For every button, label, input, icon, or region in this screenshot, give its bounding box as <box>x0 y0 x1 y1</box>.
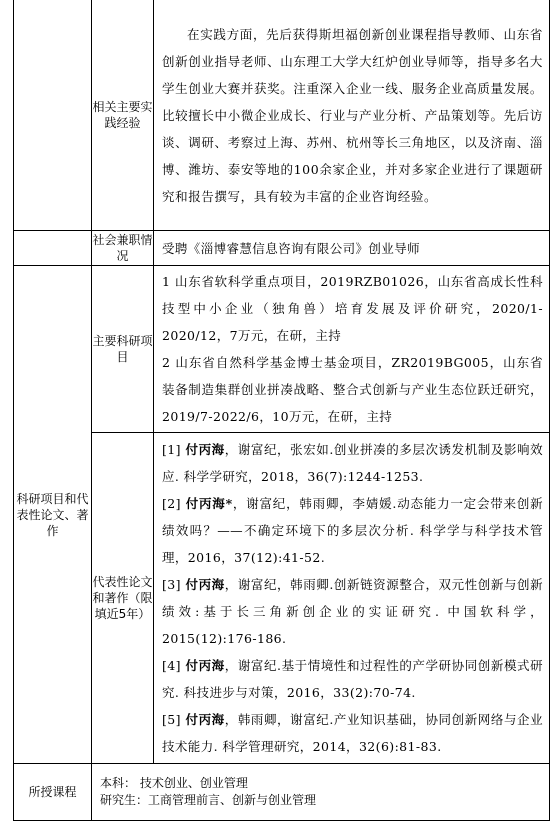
courses-label: 所授课程 <box>14 764 92 821</box>
papers-label: 代表性论文和著作（限填近5年） <box>92 433 154 764</box>
paper-item: [3] 付丙海，谢富纪，韩雨卿.创新链资源整合，双元性创新与创新绩效:基于长三角新创企业的实证研究. 中国软科学，2015(12):176-186. <box>162 577 544 646</box>
project-item: 1 山东省软科学重点项目，2019RZB01026，山东省高成长性科技型中小企业（独角兽）培育发展及评价研究，2020/1-2020/12，7万元，在研，主持 <box>162 274 543 343</box>
courses-undergrad: 本科： 技术创业、创业管理 <box>100 776 248 790</box>
practice-blank-cell <box>14 0 92 231</box>
social-label: 社会兼职情况 <box>92 231 154 266</box>
courses-cell <box>92 764 550 821</box>
papers-row <box>14 433 550 764</box>
social-text: 受聘《淄博睿慧信息咨询有限公司》创业导师 <box>154 231 550 266</box>
courses-graduate: 研究生：工商管理前言、创新与创业管理 <box>100 793 317 807</box>
practice-label: 相关主要实践经验 <box>92 0 154 231</box>
paper-item: [4] 付丙海，谢富纪.基于情境性和过程性的产学研协同创新模式研究. 科技进步与对策，2016，33(2):70-74. <box>162 658 544 700</box>
project-item: 2 山东省自然科学基金博士基金项目，ZR2019BG005，山东省装备制造集群创业拼凑战略、整合式创新与产业生态位跃迁研究，2019/7-2022/6，10万元，在研，主持 <box>162 355 543 424</box>
practice-row <box>14 0 550 231</box>
social-row <box>14 231 550 266</box>
research-group-label: 科研项目和代表性论文、著作 <box>14 266 92 764</box>
projects-row <box>14 266 550 433</box>
resume-table <box>13 0 550 821</box>
paper-item: [5] 付丙海，韩雨卿，谢富纪.产业知识基础，协同创新网络与企业技术能力. 科学管理研究，2014，32(6):81-83. <box>162 712 544 754</box>
courses-row <box>14 764 550 821</box>
projects-cell <box>154 266 550 433</box>
paper-item: [1] 付丙海，谢富纪，张宏如.创业拼凑的多层次诱发机制及影响效应. 科学学研究，2018，36(7):1244-1253. <box>162 442 544 484</box>
papers-cell <box>154 433 550 764</box>
paper-item: [2] 付丙海*，谢富纪，韩雨卿，李婧媛.动态能力一定会带来创新绩效吗？——不确定环境下的多层次分析. 科学学与科学技术管理，2016，37(12):41-52. <box>162 496 544 565</box>
projects-label: 主要科研项目 <box>92 266 154 433</box>
social-blank-cell <box>14 231 92 266</box>
practice-text: 在实践方面，先后获得斯坦福创新创业课程指导教师、山东省创新创业指导老师、山东理工大学大红炉创业导师等，指导多名大学生创业大赛并获奖。注重深入企业一线、服务企业高质量发展。比较擅长中小微企业成长、行业与产业分析、产品策划等。先后访谈、调研、考察过上海、苏州、杭州等长三角地区，以及济南、淄博、潍坊、泰安等地的100余家企业，并对多家企业进行了课题研究和报告撰写，具有较为丰富的企业咨询经验。 <box>154 0 550 231</box>
